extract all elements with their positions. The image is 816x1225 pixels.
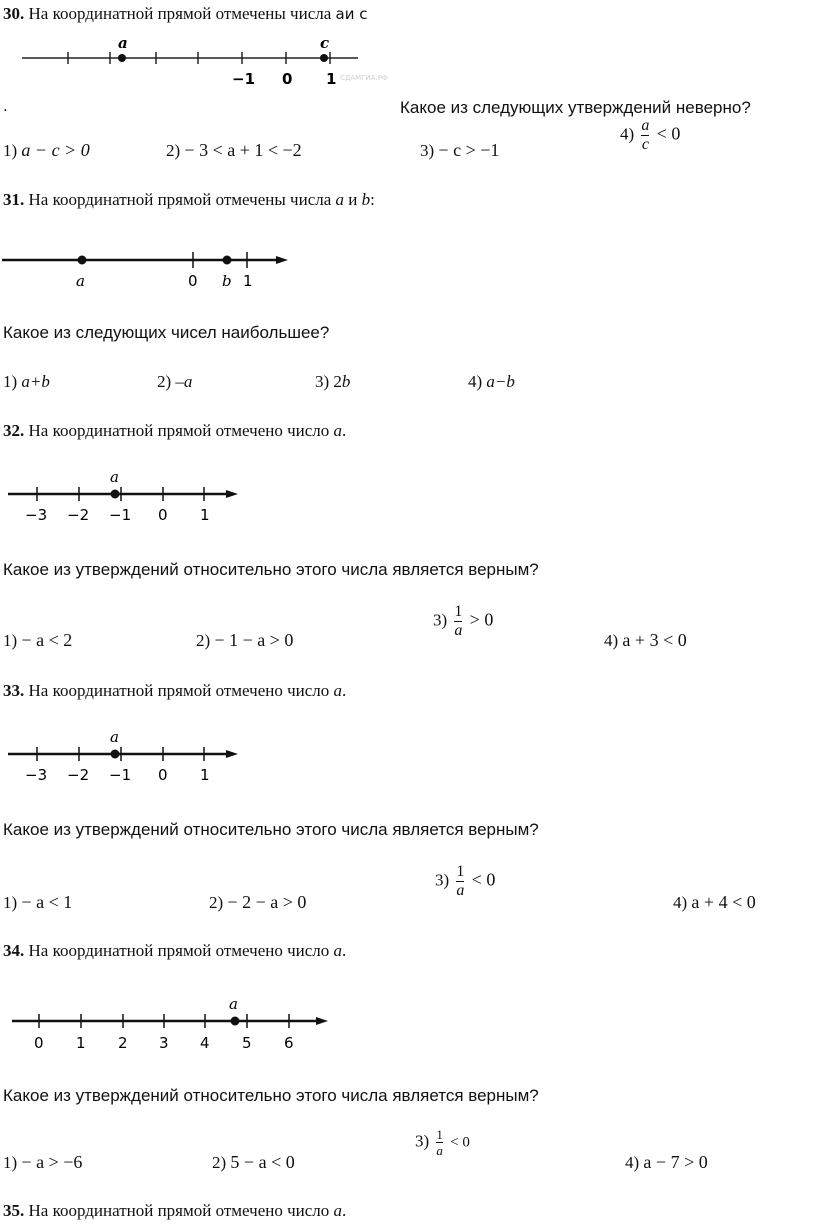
problem-text: На координатной прямой отмечено число: [28, 421, 334, 440]
point-a: [231, 1017, 240, 1026]
axis-arrow-icon: [276, 256, 288, 264]
option-number: 3): [435, 870, 450, 890]
tick-label: 4: [200, 1034, 210, 1052]
tick-label: 5: [242, 1034, 252, 1052]
fraction-numerator: 1: [456, 863, 465, 880]
option-expr: − c > −1: [438, 140, 500, 160]
number-line-32: [6, 466, 256, 526]
tick-label: 1: [76, 1034, 86, 1052]
option-3: [415, 1128, 470, 1157]
tick-label: 0: [158, 766, 168, 784]
tick-label: 0: [188, 272, 198, 290]
option-2: [157, 372, 192, 392]
number-line-34: [10, 992, 340, 1052]
point-a: [78, 256, 87, 265]
option-expr: –a: [175, 372, 193, 391]
option-2: [196, 630, 293, 651]
option-number: 3): [315, 372, 330, 391]
conj: и: [344, 190, 362, 209]
option-expr: b: [341, 372, 351, 391]
axis-arrow-icon: [226, 750, 238, 758]
fraction-numerator: a: [641, 117, 650, 134]
option-number: 1): [3, 893, 18, 912]
option-expr: − a > −6: [21, 1152, 83, 1172]
problem-number: 34.: [3, 941, 25, 960]
option-1: [3, 1152, 82, 1173]
question-33: Какое из утверждений относительно этого числа является верным?: [3, 820, 539, 839]
number-line-30: [20, 32, 388, 92]
tick-label: −2: [67, 766, 90, 784]
var-a: a: [333, 681, 343, 700]
period: .: [342, 1201, 347, 1220]
fraction-numerator: 1: [436, 1127, 443, 1142]
option-1: [3, 140, 90, 161]
point-c-label: c: [320, 34, 330, 52]
point-a: [111, 490, 120, 499]
option-number: 1): [3, 141, 18, 160]
point-a-label: a: [110, 468, 119, 486]
tick-label: 6: [284, 1034, 294, 1052]
period: .: [342, 941, 347, 960]
option-4: [625, 1152, 708, 1173]
option-coef: 2: [333, 372, 342, 391]
option-expr: < 0: [471, 869, 496, 890]
option-4: [468, 372, 515, 392]
option-number: 1): [3, 1153, 18, 1172]
option-expr: a + 3 < 0: [622, 630, 687, 650]
option-expr: − a < 2: [21, 630, 73, 650]
problem-number: 35.: [3, 1201, 25, 1220]
var-a: a: [333, 1201, 343, 1220]
stray-dot: .: [3, 96, 8, 115]
option-2: [212, 1152, 295, 1173]
option-number: 4): [625, 1153, 640, 1172]
option-4: [673, 892, 756, 913]
point-b-label: b: [222, 272, 232, 290]
point-a: [118, 54, 126, 62]
tick-label: −1: [109, 766, 132, 784]
point-b: [223, 256, 232, 265]
problem-number: 30.: [3, 4, 25, 23]
option-expr: − 1 − a > 0: [214, 630, 294, 650]
point-c: [320, 54, 328, 62]
tick-label: 3: [159, 1034, 169, 1052]
var-b: b: [361, 190, 371, 209]
problem-31-heading: [3, 190, 375, 210]
tick-label: −2: [67, 506, 90, 524]
point-a-label: a: [110, 728, 119, 746]
axis-arrow-icon: [316, 1017, 328, 1025]
problem-text: На координатной прямой отмечено число: [28, 681, 334, 700]
option-number: 3): [415, 1131, 430, 1151]
tick-label: 2: [118, 1034, 128, 1052]
question-34: Какое из утверждений относительно этого числа является верным?: [3, 1086, 539, 1105]
period: .: [342, 421, 347, 440]
var-a: a: [333, 421, 343, 440]
problem-35-heading: [3, 1201, 346, 1221]
option-3: [315, 372, 350, 392]
fraction: [454, 604, 462, 639]
problem-number: 32.: [3, 421, 25, 440]
option-3: [435, 864, 495, 899]
problem-text: На координатной прямой отмечено число: [28, 941, 334, 960]
fraction-denominator: c: [641, 136, 649, 153]
option-number: 1): [3, 631, 18, 650]
option-expr: − 3 < a + 1 < −2: [184, 140, 302, 160]
option-4: [604, 630, 687, 651]
option-expr: > 0: [469, 609, 494, 630]
option-3: [420, 140, 499, 161]
option-3: [433, 604, 493, 639]
option-number: 4): [673, 893, 688, 912]
option-number: 2): [209, 893, 224, 912]
option-expr: < 0: [656, 123, 681, 144]
point-a-label: a: [118, 34, 128, 52]
var-a: a: [333, 941, 343, 960]
tick-label: 1: [243, 272, 253, 290]
point-a: [111, 750, 120, 759]
option-number: 4): [468, 372, 483, 391]
tick-label: 1: [200, 506, 210, 524]
problem-text: На координатной прямой отмечены числа: [28, 4, 336, 23]
option-expr: − 2 − a > 0: [227, 892, 307, 912]
option-4: [620, 118, 680, 153]
option-number: 4): [620, 124, 635, 144]
period: .: [342, 681, 347, 700]
question-32: Какое из утверждений относительно этого числа является верным?: [3, 560, 539, 579]
var-a: a: [335, 190, 345, 209]
option-expr: a+b: [21, 372, 50, 391]
option-number: 2): [196, 631, 211, 650]
option-number: 1): [3, 372, 18, 391]
tick-label: −1: [109, 506, 132, 524]
tick-label: 0: [158, 506, 168, 524]
option-expr: a + 4 < 0: [691, 892, 756, 912]
option-expr: a − c > 0: [21, 140, 90, 160]
fraction: [436, 1128, 443, 1157]
option-1: [3, 372, 50, 392]
problem-number: 33.: [3, 681, 25, 700]
option-2: [166, 140, 302, 161]
problem-32-heading: [3, 421, 346, 441]
point-a-label: a: [229, 995, 238, 1013]
question-31: Какое из следующих чисел наибольшее?: [3, 323, 330, 342]
option-expr: a − 7 > 0: [643, 1152, 708, 1172]
option-1: [3, 892, 72, 913]
fraction-denominator: a: [436, 1143, 443, 1158]
fraction: [456, 864, 464, 899]
tick-label: −1: [232, 70, 256, 88]
problem-30-heading: [3, 4, 367, 24]
colon: :: [370, 190, 375, 209]
option-number: 2): [166, 141, 181, 160]
option-number: 3): [433, 610, 448, 630]
tick-label: −3: [25, 766, 48, 784]
option-expr: < 0: [450, 1134, 470, 1151]
watermark: СДАМГИА.РФ: [340, 74, 388, 82]
option-expr: − a < 1: [21, 892, 73, 912]
question-30: Какое из следующих утверждений неверно?: [400, 98, 751, 117]
tick-label: 1: [200, 766, 210, 784]
option-number: 3): [420, 141, 435, 160]
option-expr: 5 − a < 0: [230, 1152, 295, 1172]
option-expr: a−b: [486, 372, 515, 391]
problem-text: На координатной прямой отмечены числа: [28, 190, 336, 209]
fraction-denominator: a: [454, 622, 463, 639]
option-number: 4): [604, 631, 619, 650]
axis-arrow-icon: [226, 490, 238, 498]
point-a-label: a: [76, 272, 85, 290]
number-line-31: [0, 244, 300, 294]
fraction-denominator: a: [456, 882, 465, 899]
tick-label: 0: [282, 70, 293, 88]
tick-label: −3: [25, 506, 48, 524]
option-number: 2): [212, 1153, 227, 1172]
problem-33-heading: [3, 681, 346, 701]
fraction: [641, 118, 649, 153]
problem-number: 31.: [3, 190, 25, 209]
option-number: 2): [157, 372, 172, 391]
option-2: [209, 892, 306, 913]
problem-vars: aи c: [335, 5, 368, 23]
option-1: [3, 630, 72, 651]
number-line-33: [6, 726, 256, 786]
problem-text: На координатной прямой отмечено число: [28, 1201, 334, 1220]
tick-label: 1: [326, 70, 337, 88]
tick-label: 0: [34, 1034, 44, 1052]
fraction-numerator: 1: [454, 603, 463, 620]
problem-34-heading: [3, 941, 346, 961]
